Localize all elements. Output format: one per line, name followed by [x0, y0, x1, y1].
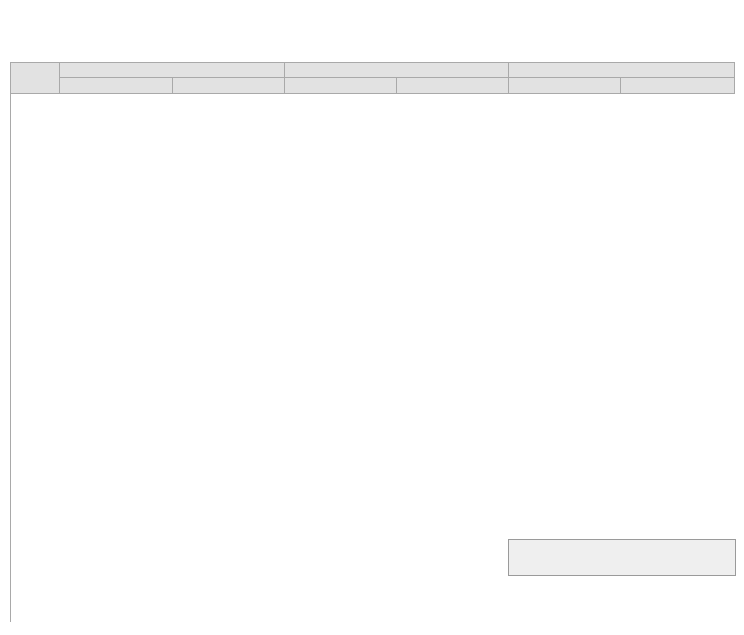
- column-group-closing-balance: [509, 62, 735, 78]
- report-table: [10, 62, 735, 622]
- column-header-account: [10, 62, 60, 94]
- column-header-turn-credit: [397, 78, 509, 94]
- column-header-turn-debit: [285, 78, 397, 94]
- column-header-close-credit: [621, 78, 735, 94]
- column-header-open-debit: [60, 78, 173, 94]
- selected-cell-range[interactable]: [508, 539, 736, 576]
- column-group-opening-balance: [60, 62, 285, 78]
- column-header-open-credit: [173, 78, 285, 94]
- column-header-close-debit: [509, 78, 621, 94]
- column-group-turnover: [285, 62, 509, 78]
